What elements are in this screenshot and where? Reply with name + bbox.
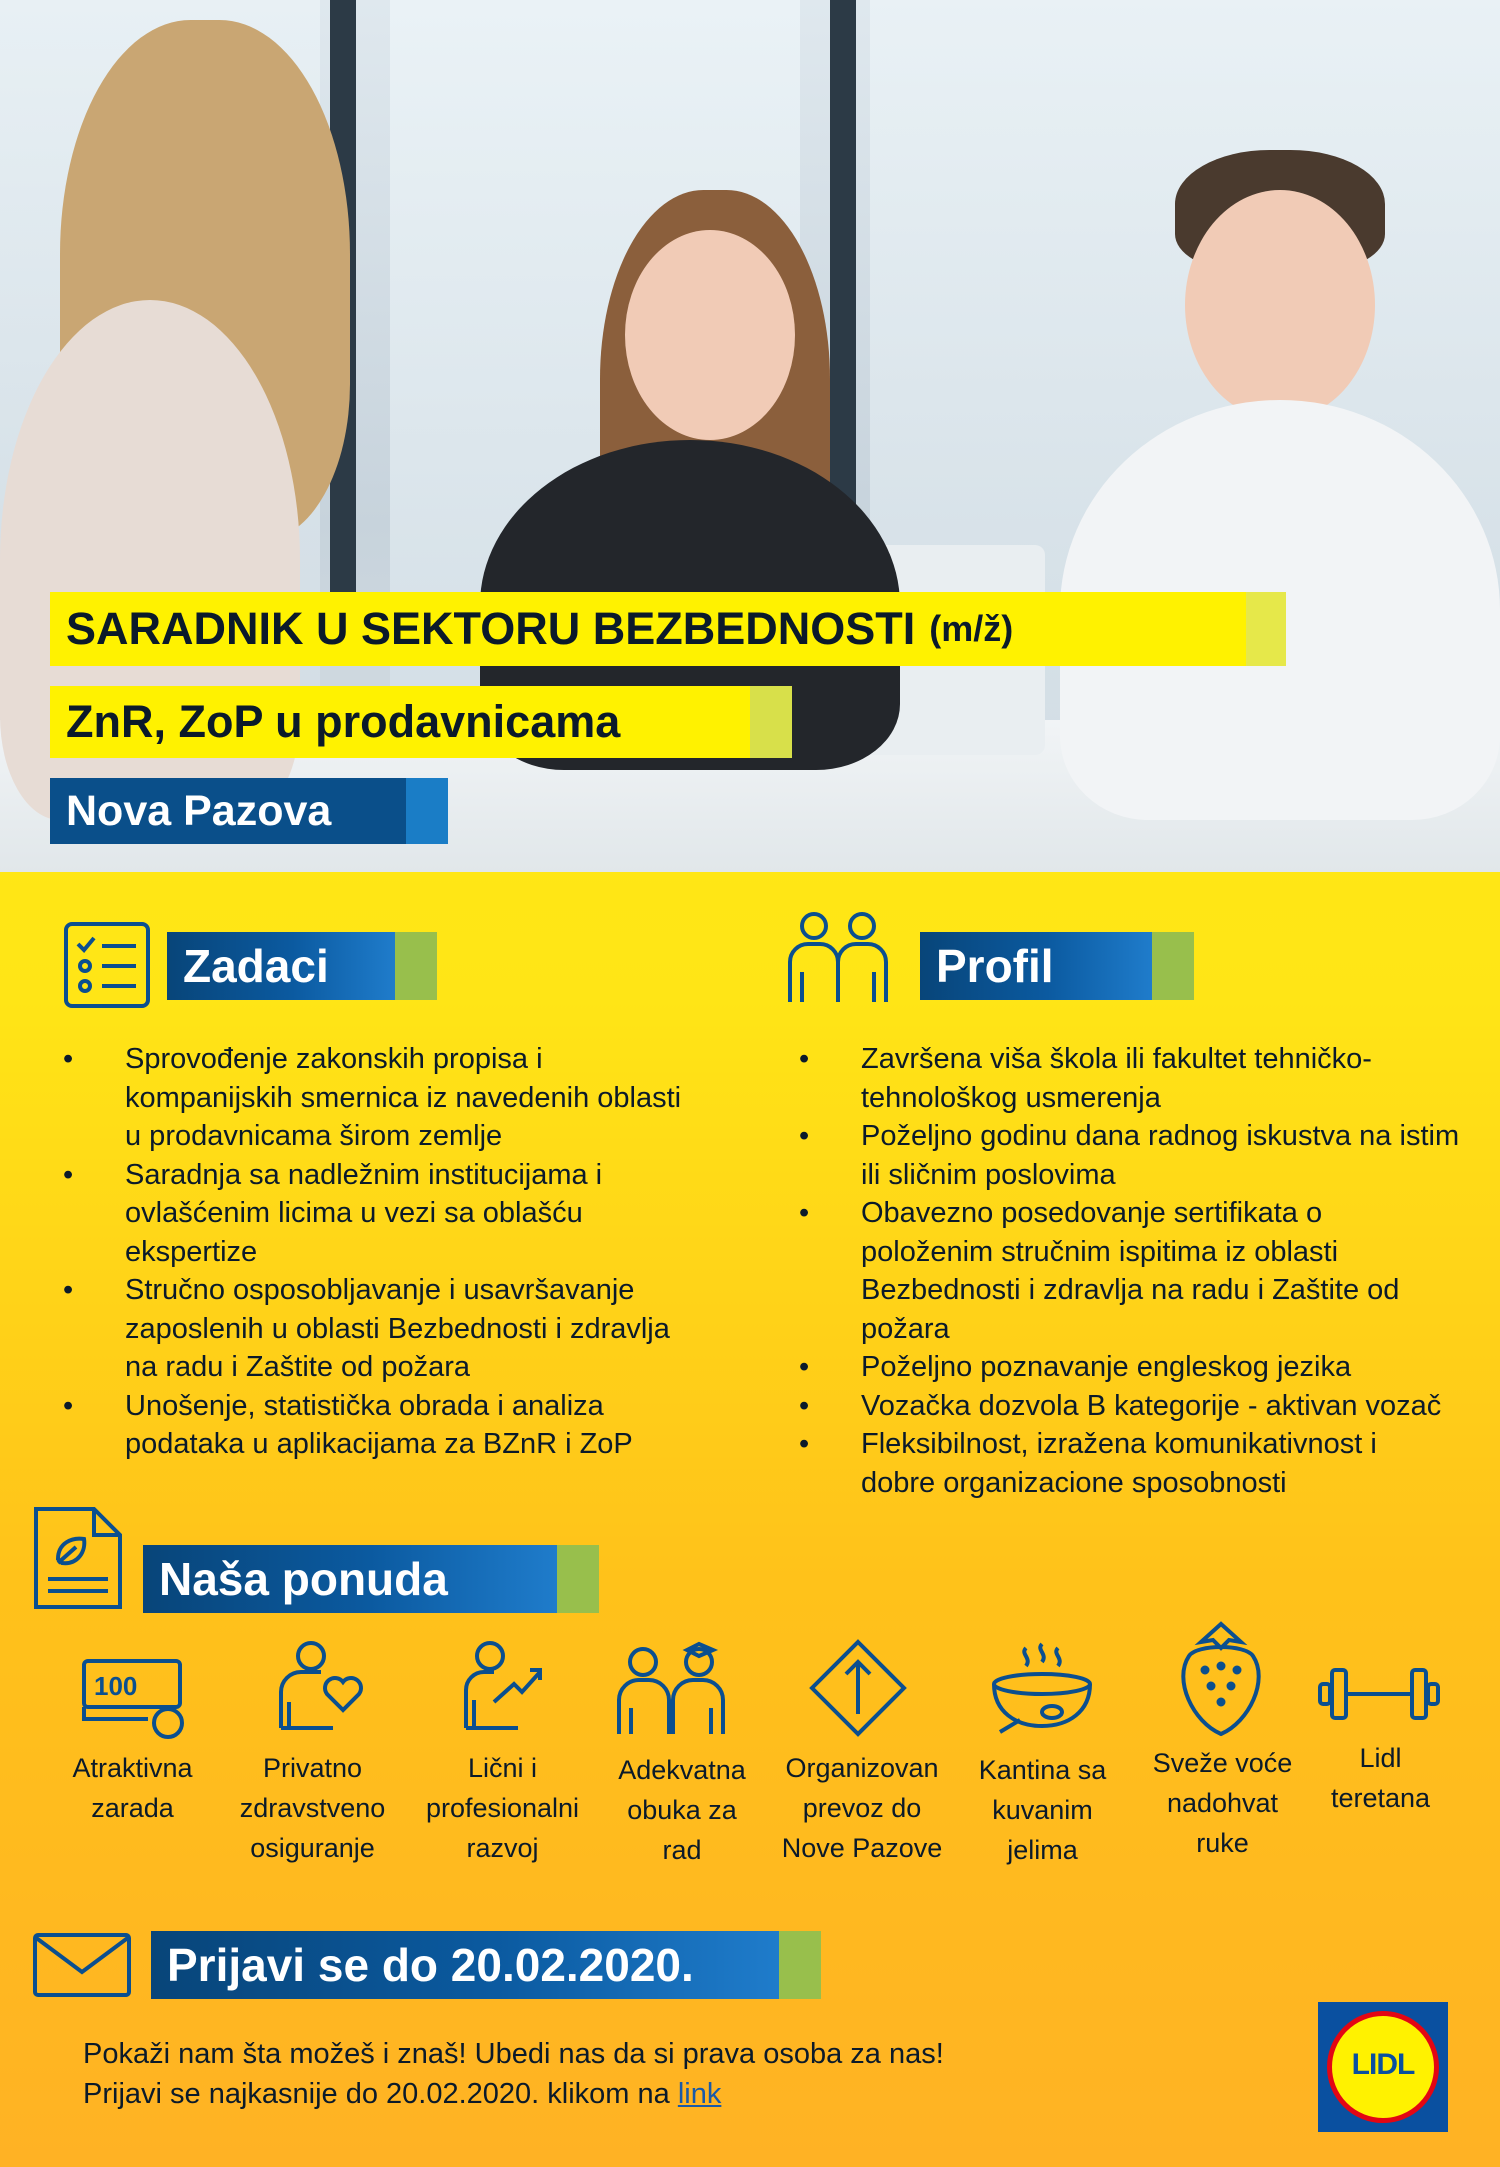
zadaci-item-line: ovlašćenim licima u vezi sa oblašću [125,1197,583,1229]
profil-list [799,1040,1489,1502]
zadaci-item-line: • Stručno osposobljavanje i usavršavanje [125,1274,635,1306]
lidl-logo-text: LIDL [1351,2048,1415,2081]
offer-label-line: ruke [1196,1828,1249,1858]
offer-label-line: Sveže voće [1152,1748,1293,1778]
offer-item [1298,1738,1463,1818]
job-location [50,778,406,844]
transport-arrow-icon [808,1638,908,1743]
profil-heading-text: Profil [936,940,1054,992]
profil-item-line: • Fleksibilnost, izražena komunikativnost i [861,1428,1377,1460]
soup-bowl-icon [990,1640,1094,1741]
profil-item-line: • Vozačka dozvola B kategorije - aktivan vozač [861,1389,1442,1422]
profil-list-item [799,1387,1489,1426]
offer-item [1140,1743,1305,1863]
profil-list-item [799,1348,1489,1387]
offer-label-line: nadohvat [1166,1788,1279,1818]
profil-item-line: požara [861,1312,950,1345]
profil-item-line: dobre organizacione sposobnosti [861,1466,1287,1499]
profil-item-line: • Završena viša škola ili fakultet tehničko- [861,1043,1372,1075]
apply-link[interactable]: link [677,2078,722,2110]
offer-label-line: zdravstveno [239,1793,386,1823]
zadaci-item-line: kompanijskih smernica iz navedenih oblasti [125,1081,682,1114]
offer-label-line: zarada [91,1793,174,1823]
application-line-2-text: Prijavi se najkasnije do 20.02.2020. klikom na [83,2078,678,2110]
zadaci-item-line: • Saradnja sa nadležnim institucijama i [125,1158,603,1191]
offer-item [960,1750,1125,1870]
profil-item-line: Bezbednosti i zdravlja na radu i Zaštite od [861,1274,1400,1306]
offer-label-line: Atraktivna [72,1753,193,1783]
section-heading-ponuda [143,1545,557,1613]
health-person-icon [277,1640,367,1737]
zadaci-item-line: u prodavnicama širom zemlje [125,1120,503,1152]
offer-label-line: jelima [1007,1835,1078,1865]
strawberry-icon [1175,1618,1267,1743]
svg-text:100: 100 [94,1671,138,1701]
profil-item-line: položenim stručnim ispitima iz oblasti [861,1235,1339,1268]
job-subtitle [50,686,750,758]
application-line-2 [83,2074,944,2114]
job-title-text: SARADNIK U SEKTORU BEZBEDNOSTI [66,603,916,654]
zadaci-list-item [63,1271,723,1387]
offer-label-line: Privatno [262,1753,363,1783]
zadaci-list [63,1040,723,1464]
application-text [83,2034,944,2114]
profil-item-line: • Poželjno poznavanje engleskog jezika [861,1351,1352,1383]
profil-list-item [799,1194,1489,1348]
training-icon [615,1638,729,1743]
job-subtitle-text: ZnR, ZoP u prodavnicama [66,696,621,747]
offer-label-line: Organizovan [785,1753,939,1783]
zadaci-heading-text: Zadaci [183,940,329,992]
dumbbell-icon [1318,1662,1440,1731]
offer-item [598,1750,766,1870]
offer-label-line: prevoz do [802,1793,922,1823]
offer-label-line: Kantina sa [978,1755,1107,1785]
gender-suffix: (m/ž) [929,608,1014,649]
offer-item [230,1748,395,1868]
profil-item-line: • Poželjno godinu dana radnog iskustva na istim [861,1120,1460,1152]
prijava-heading-text: Prijavi se do 20.02.2020. [167,1939,694,1991]
offer-label-line: razvoj [466,1833,539,1863]
checklist-icon [62,920,152,1010]
job-title [50,592,1246,666]
offer-label-line: Adekvatna [618,1755,746,1785]
ponuda-heading-text: Naša ponuda [159,1553,448,1605]
document-leaf-icon [32,1505,124,1611]
growth-person-icon [460,1640,546,1737]
offer-label-line: Lidl [1359,1743,1402,1773]
zadaci-item-line: na radu i Zaštite od požara [125,1351,470,1383]
offer-label-line: Nove Pazove [781,1833,943,1863]
offer-label-line: rad [662,1835,702,1865]
offer-label-line: kuvanim [992,1795,1093,1825]
offer-item [415,1748,590,1868]
envelope-icon [32,1932,132,1998]
profil-item-line: • Obavezno posedovanje sertifikata o [861,1197,1323,1229]
offer-label-line: teretana [1330,1783,1431,1813]
offer-item [772,1748,952,1868]
zadaci-list-item [63,1156,723,1272]
offer-label-line: obuka za [627,1795,737,1825]
profil-item-line: tehnološkog usmerenja [861,1081,1161,1114]
section-heading-prijava [151,1931,779,1999]
zadaci-item-line: • Unošenje, statistička obrada i analiza [125,1389,604,1422]
lidl-logo [1318,2002,1448,2132]
section-heading-profil [920,932,1152,1000]
offer-label-line: osiguranje [250,1833,375,1863]
offer-item [50,1748,215,1828]
job-location-text: Nova Pazova [66,786,332,835]
profil-list-item [799,1117,1489,1194]
profil-item-line: ili sličnim poslovima [861,1158,1116,1191]
section-heading-zadaci [167,932,395,1000]
offer-label-line: profesionalni [425,1793,580,1823]
zadaci-item-line: zaposlenih u oblasti Bezbednosti i zdravlja [125,1312,670,1345]
application-line-1: Pokaži nam šta možeš i znaš! Ubedi nas da si prava osoba za nas! [83,2038,944,2070]
money-icon [80,1655,190,1745]
zadaci-list-item [63,1387,723,1464]
zadaci-list-item [63,1040,723,1156]
zadaci-item-line: • Sprovođenje zakonskih propisa i [125,1043,543,1075]
offer-label-line: Lični i [467,1753,538,1783]
people-icon [786,910,890,1006]
zadaci-item-line: ekspertize [125,1235,258,1268]
profil-list-item [799,1425,1489,1502]
profil-list-item [799,1040,1489,1117]
zadaci-item-line: podataka u aplikacijama za BZnR i ZoP [125,1428,633,1460]
